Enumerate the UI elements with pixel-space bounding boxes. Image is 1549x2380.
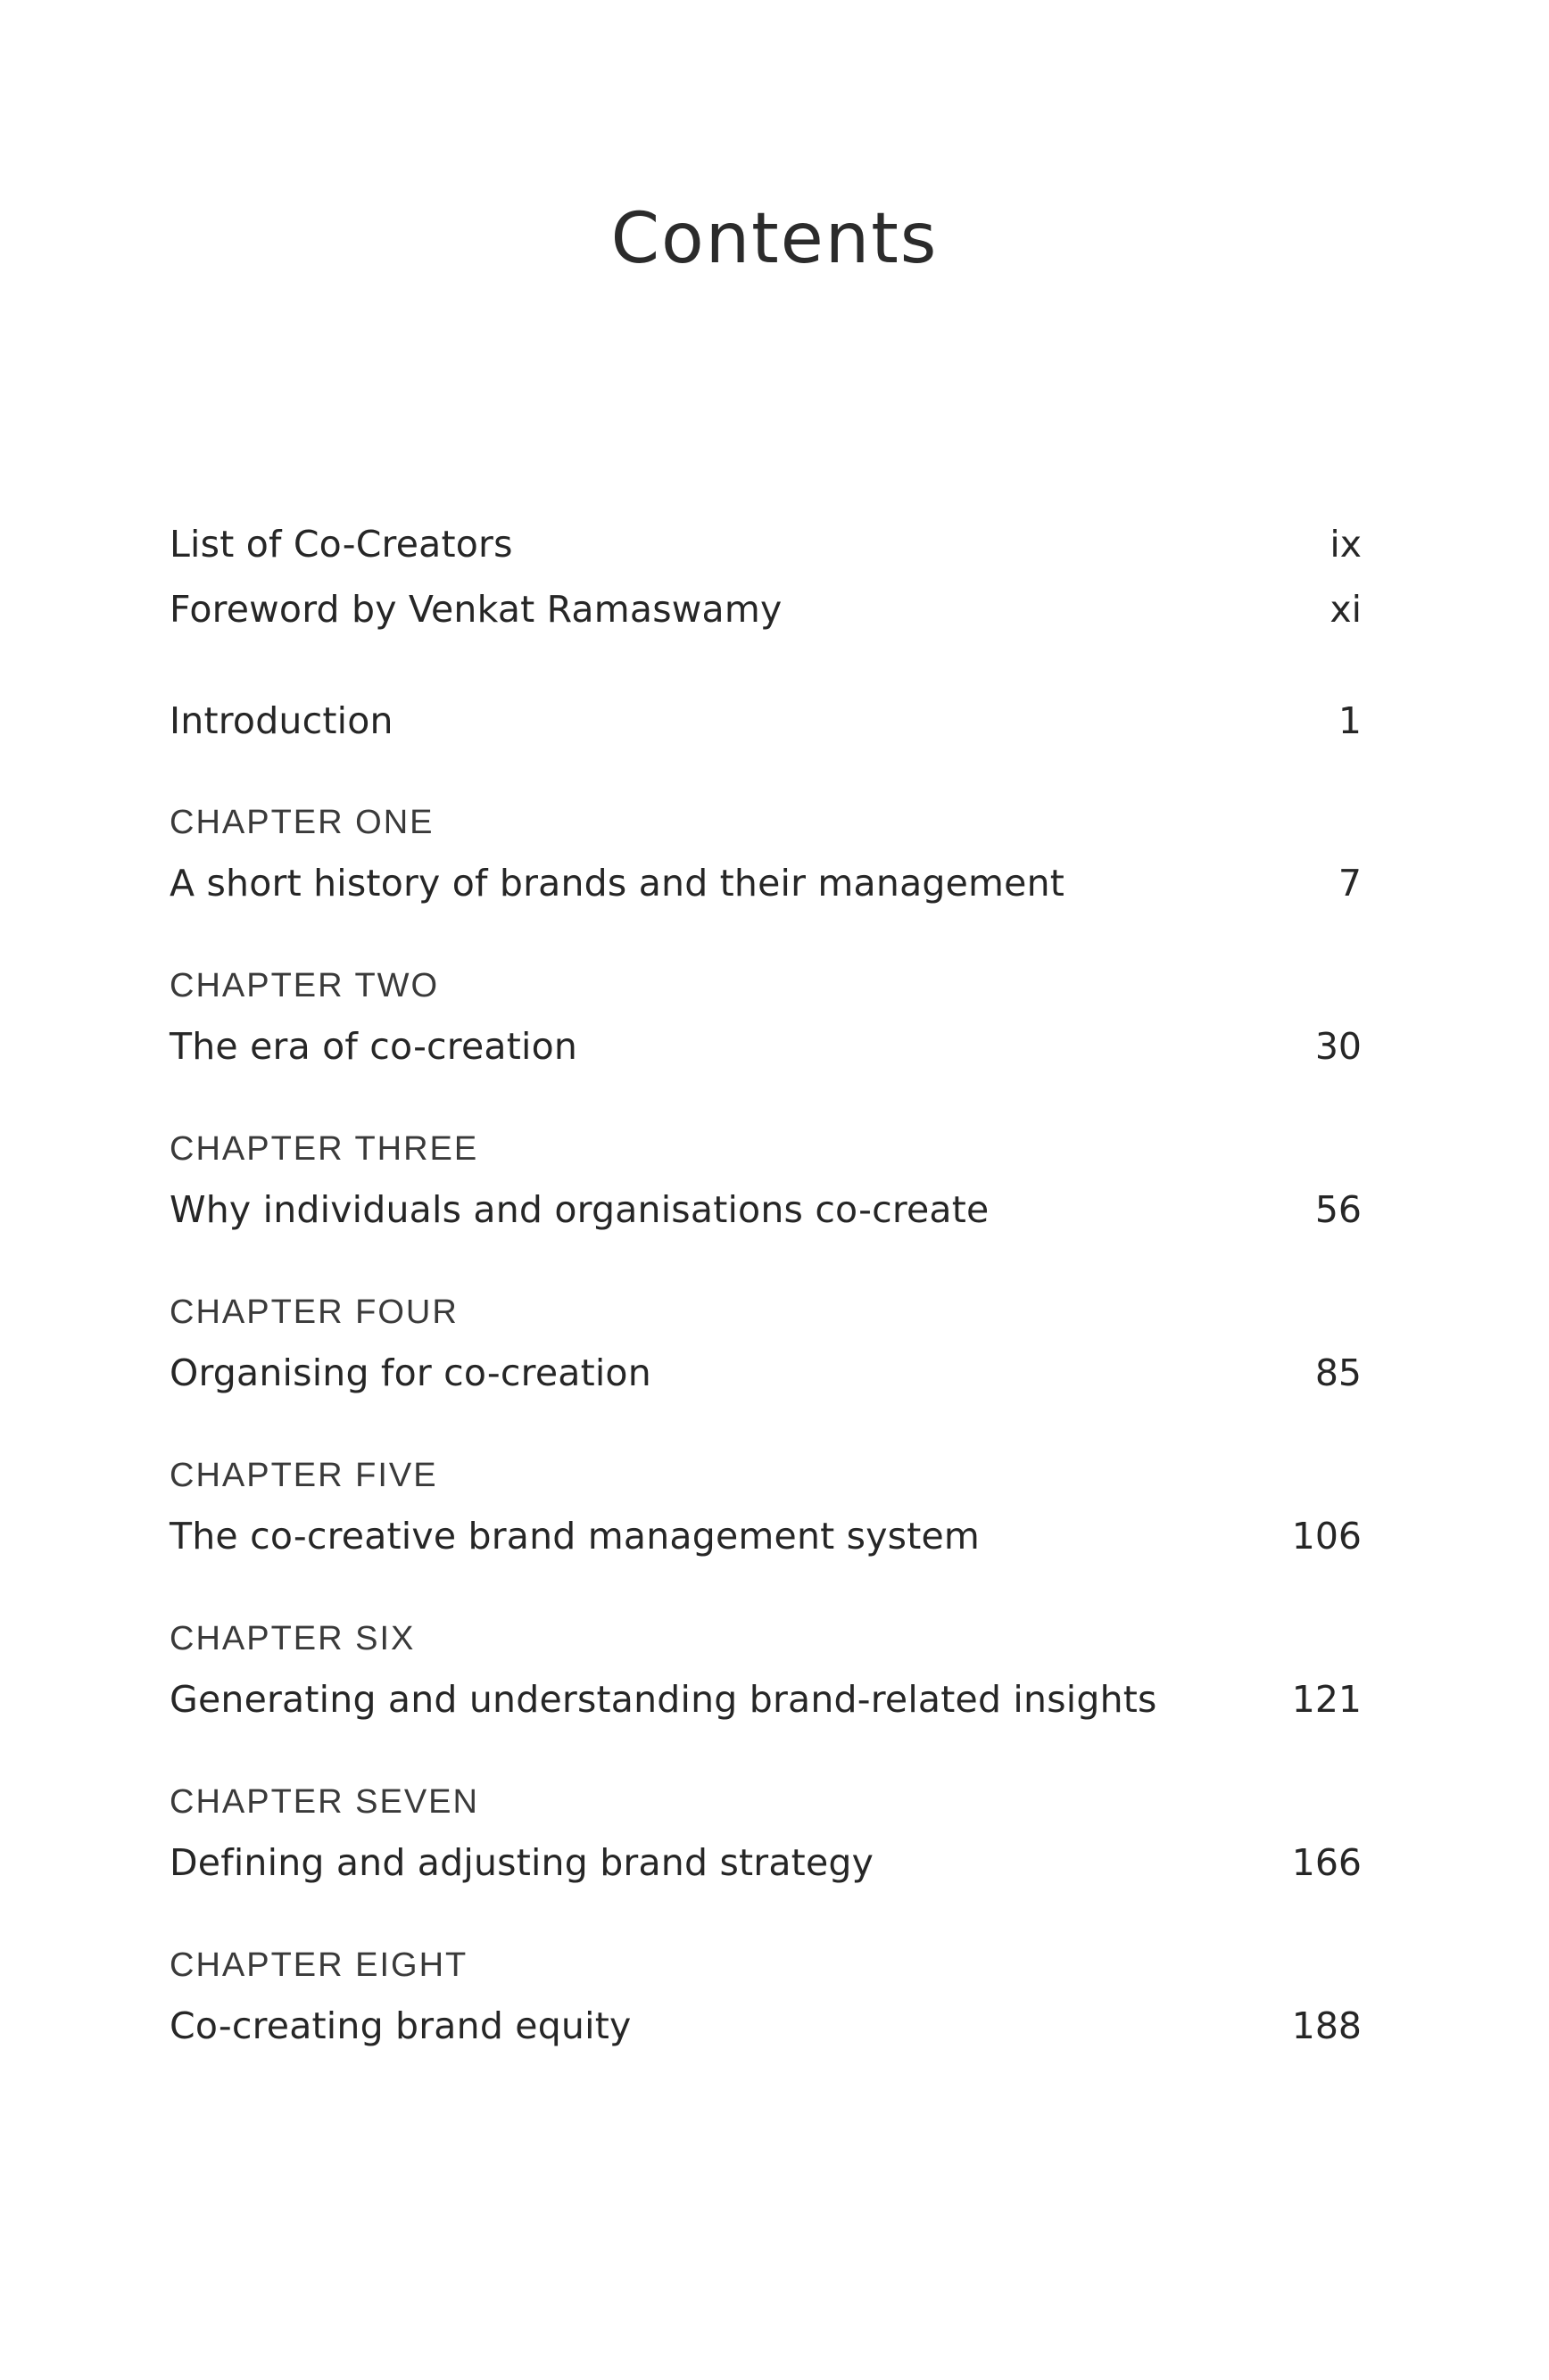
- chapter-label: CHAPTER SIX: [170, 1620, 416, 1657]
- chapter-label: CHAPTER FIVE: [170, 1457, 438, 1494]
- toc-entry-title: Why individuals and organisations co-create: [170, 1188, 990, 1231]
- toc-entry-page: 166: [1291, 1841, 1362, 1884]
- toc-entry-title: Introduction: [170, 699, 393, 742]
- toc-entry-page: 30: [1314, 1025, 1362, 1068]
- chapter-label: CHAPTER SEVEN: [170, 1783, 479, 1821]
- toc-entry-title: Foreword by Venkat Ramaswamy: [170, 588, 783, 631]
- toc-entry-page: 7: [1338, 862, 1362, 905]
- toc-entry-title: List of Co-Creators: [170, 523, 513, 566]
- toc-entry-chapter-3[interactable]: [170, 1183, 1362, 1236]
- toc-entry-list-of-co-creators[interactable]: [170, 517, 1362, 571]
- chapter-label: CHAPTER EIGHT: [170, 1946, 468, 1984]
- toc-entry-title: Co-creating brand equity: [170, 2004, 632, 2047]
- toc-entry-chapter-8[interactable]: [170, 1999, 1362, 2053]
- toc-entry-title: Defining and adjusting brand strategy: [170, 1841, 874, 1884]
- toc-entry-chapter-2[interactable]: [170, 1020, 1362, 1073]
- toc-entry-title: The era of co-creation: [170, 1025, 578, 1068]
- toc-entry-page: 121: [1291, 1678, 1362, 1721]
- chapter-label: CHAPTER FOUR: [170, 1293, 459, 1331]
- page-title: Contents: [610, 199, 939, 279]
- toc-entry-title: Organising for co-creation: [170, 1351, 651, 1394]
- toc-entry-page: 106: [1291, 1515, 1362, 1558]
- toc-entry-chapter-4[interactable]: [170, 1346, 1362, 1400]
- chapter-label: CHAPTER TWO: [170, 967, 440, 1004]
- toc-entry-page: xi: [1329, 588, 1362, 631]
- chapter-label: CHAPTER ONE: [170, 804, 435, 841]
- toc-entry-page: 85: [1314, 1351, 1362, 1394]
- toc-entry-page: 56: [1314, 1188, 1362, 1231]
- toc-entry-page: 1: [1338, 699, 1362, 742]
- toc-entry-chapter-7[interactable]: [170, 1836, 1362, 1889]
- toc-entry-title: Generating and understanding brand-related insights: [170, 1678, 1157, 1721]
- toc-entry-title: The co-creative brand management system: [170, 1515, 981, 1558]
- toc-entry-chapter-1[interactable]: [170, 856, 1362, 910]
- toc-entry-chapter-5[interactable]: [170, 1509, 1362, 1563]
- chapter-label: CHAPTER THREE: [170, 1130, 479, 1168]
- toc-entry-page: 188: [1291, 2004, 1362, 2047]
- toc-entry-page: ix: [1329, 523, 1362, 566]
- toc-entry-title: A short history of brands and their management: [170, 862, 1065, 905]
- toc-entry-chapter-6[interactable]: [170, 1673, 1362, 1726]
- toc-entry-foreword[interactable]: [170, 583, 1362, 636]
- toc-entry-introduction[interactable]: [170, 694, 1362, 748]
